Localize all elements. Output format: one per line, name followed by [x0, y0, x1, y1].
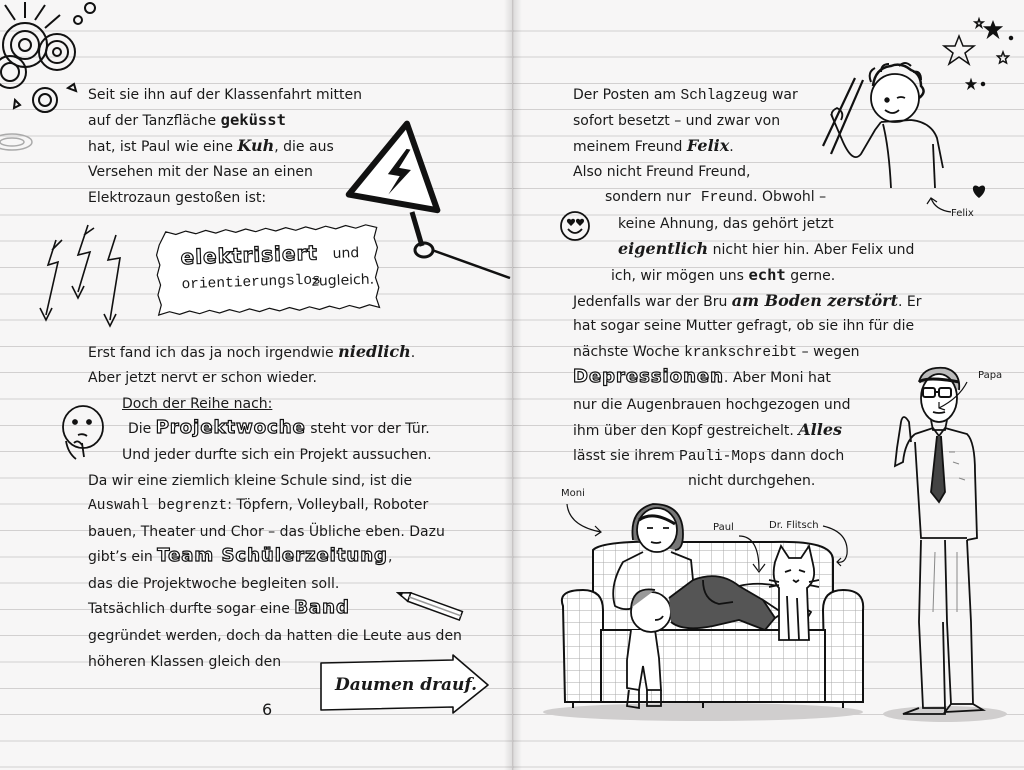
text-segment: ich, wir mögen uns — [611, 268, 749, 284]
felix-label: Felix — [951, 208, 974, 219]
text-line — [573, 368, 831, 386]
sticker-rest: orientierungslos — [181, 272, 322, 294]
text-segment: Also nicht Freund Freund, — [573, 164, 751, 180]
text-segment: lässt sie ihrem — [573, 448, 680, 464]
emphasis-text: Felix — [686, 136, 730, 155]
text-segment: Aber jetzt nervt er schon wieder. — [88, 370, 317, 386]
text-segment: – wegen — [797, 344, 860, 360]
text-line — [611, 266, 835, 284]
text-line — [88, 627, 462, 645]
emphasis-text: Team Schülerzeitung — [157, 545, 388, 566]
papa-label-arrow-icon — [931, 378, 971, 418]
text-segment: Jedenfalls war der Bru — [573, 294, 732, 310]
text-segment: sondern — [605, 189, 667, 205]
text-line — [88, 137, 334, 155]
text-line — [88, 111, 286, 129]
text-segment: . — [729, 139, 734, 155]
squiggle-icon — [0, 128, 60, 158]
text-segment: steht vor der Tür. — [305, 421, 430, 437]
papa-label: Papa — [978, 370, 1003, 381]
emphasis-text: niedlich — [338, 342, 411, 361]
emphasis-text: echt — [748, 266, 786, 284]
text-segment: Die — [128, 421, 156, 437]
text-segment: war — [767, 87, 798, 103]
text-line — [573, 447, 844, 465]
text-segment: Versehen mit der Nase an einen — [88, 164, 313, 180]
page-number: 6 — [262, 700, 273, 719]
text-segment: nur die Augenbrauen hochgezogen und — [573, 397, 851, 413]
text-segment: , die aus — [274, 139, 334, 155]
text-segment: gerne. — [785, 268, 836, 284]
text-segment: gibt’s ein — [88, 549, 158, 565]
text-line — [88, 523, 445, 541]
text-segment: das die Projektwoche begleiten soll. — [88, 576, 340, 592]
text-line — [122, 446, 432, 464]
emphasis-text: geküsst — [220, 111, 286, 129]
text-line — [88, 599, 350, 617]
text-segment: nicht durchgehen. — [688, 473, 816, 489]
text-line — [573, 112, 780, 130]
text-line — [618, 215, 834, 233]
text-line — [88, 472, 412, 490]
paul-label-arrow-icon — [735, 530, 775, 580]
emphasis-text: Pauli-Mops — [679, 449, 767, 465]
text-segment: gegründet werden, doch da hatten die Leute aus den — [88, 628, 462, 644]
text-line — [122, 395, 272, 413]
text-segment: meinem Freund — [573, 139, 687, 155]
text-segment: Elektrozaun gestoßen ist: — [88, 190, 267, 206]
text-segment: . — [410, 345, 416, 361]
text-segment: Der Posten am — [573, 87, 681, 103]
sticker-zugleich: zugleich. — [311, 271, 375, 290]
pencil-icon — [395, 588, 475, 628]
emphasis-text: Band — [294, 597, 350, 618]
text-segment: Da wir eine ziemlich kleine Schule sind, ist die — [88, 473, 413, 489]
emphasis-text: Schlagzeug — [680, 88, 768, 104]
emphasis-text: Alles — [798, 420, 843, 439]
sticker-und: und — [332, 245, 360, 262]
text-line — [88, 369, 317, 387]
thinking-face-icon — [58, 405, 118, 465]
felix-drummer-illustration — [803, 58, 953, 218]
text-line — [88, 343, 415, 361]
text-line — [88, 86, 362, 104]
text-line — [573, 421, 842, 439]
sticker-callout — [162, 220, 390, 312]
text-line — [573, 396, 851, 414]
text-segment: : Töpfern, Volleyball, Roboter — [227, 497, 429, 513]
text-line — [573, 343, 860, 361]
book-gutter — [504, 0, 522, 770]
text-line — [573, 86, 798, 104]
text-line — [128, 419, 430, 437]
emphasis-text: Auswahl begrenzt — [88, 498, 228, 514]
arrow-callout-label: Daumen drauf. — [335, 675, 478, 695]
text-segment: dann doch — [766, 448, 845, 464]
text-line — [88, 547, 392, 565]
text-line — [88, 189, 266, 207]
emphasis-text: am Boden zerstört — [731, 291, 898, 310]
text-line — [573, 317, 914, 335]
moni-label: Moni — [561, 488, 585, 499]
text-segment: bauen, Theater und Chor – das Übliche eben. Dazu — [88, 524, 445, 540]
text-line — [573, 163, 750, 181]
paul-label: Paul — [713, 522, 734, 533]
text-line — [88, 653, 281, 671]
text-segment: keine Ahnung, das gehört jetzt — [618, 216, 834, 232]
text-segment: , — [387, 549, 393, 565]
sticker-word: elektrisiert — [180, 240, 319, 270]
text-segment: Tatsächlich durfte sogar eine — [88, 601, 295, 617]
text-line — [88, 496, 428, 514]
text-segment: . Er — [898, 294, 922, 310]
emphasis-text: nur Freund — [666, 190, 754, 206]
text-line — [573, 292, 922, 310]
emphasis-text: krankschreibt — [684, 345, 798, 361]
text-line — [573, 137, 734, 155]
text-segment: hat sogar seine Mutter gefragt, ob sie ihn für die — [573, 318, 915, 334]
text-segment: auf der Tanzfläche — [88, 113, 221, 129]
emphasis-text: Kuh — [237, 136, 275, 155]
heart-icon — [971, 182, 991, 202]
text-segment: . Aber Moni hat — [723, 370, 831, 386]
emphasis-text: Projektwoche — [155, 417, 306, 438]
emphasis-text: eigentlich — [618, 239, 709, 258]
text-line — [605, 188, 826, 206]
text-line — [88, 163, 313, 181]
text-line — [618, 240, 914, 258]
emphasis-text: Depressionen — [573, 366, 724, 387]
text-line — [88, 575, 339, 593]
text-segment: nicht hier hin. Aber Felix und — [708, 242, 915, 258]
text-segment: nächste Woche — [573, 344, 685, 360]
text-segment: Seit sie ihn auf der Klassenfahrt mitten — [88, 87, 362, 103]
text-segment: höheren Klassen gleich den — [88, 654, 282, 670]
lightning-arrows-icon — [38, 220, 148, 330]
moni-label-arrow-icon — [561, 502, 611, 542]
right-page — [513, 0, 1024, 770]
text-segment: ihm über den Kopf gestreichelt. — [573, 423, 799, 439]
emphasis-text: Doch der Reihe nach: — [122, 396, 273, 412]
text-segment: Erst fand ich das ja noch irgendwie — [88, 345, 339, 361]
heart-eyes-smiley-icon — [559, 210, 595, 246]
text-segment: . Obwohl – — [753, 189, 827, 205]
text-line — [688, 472, 815, 490]
cat-label-arrow-icon — [819, 524, 859, 564]
text-segment: Und jeder durfte sich ein Projekt aussuchen. — [122, 447, 432, 463]
text-segment: sofort besetzt – und zwar von — [573, 113, 781, 129]
cat-label: Dr. Flitsch — [769, 520, 819, 531]
text-segment: hat, ist Paul wie eine — [88, 139, 238, 155]
